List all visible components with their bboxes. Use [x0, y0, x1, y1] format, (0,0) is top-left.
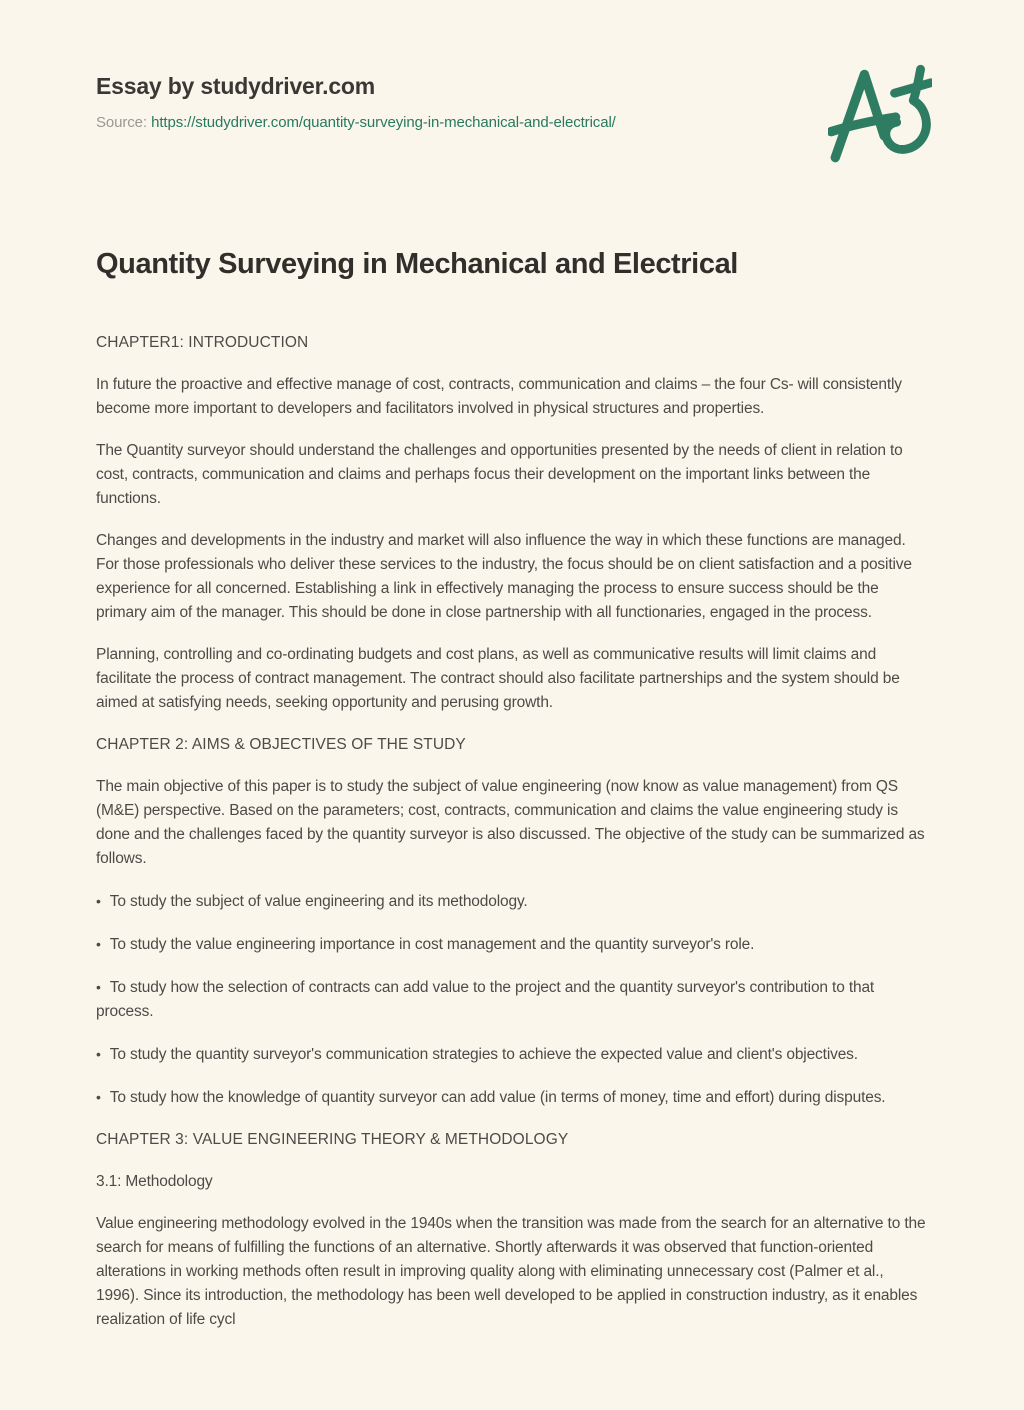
chapter-3-heading: CHAPTER 3: VALUE ENGINEERING THEORY & METHODOLOGY — [96, 1131, 569, 1148]
objective-bullet-5 — [96, 1085, 930, 1110]
source-label: Source: — [96, 114, 147, 131]
objective-bullet-1 — [96, 889, 930, 914]
bullet-icon: • — [96, 936, 101, 952]
objective-bullet-4 — [96, 1042, 930, 1067]
objective-bullet-2 — [96, 932, 930, 957]
essay-title: Quantity Surveying in Mechanical and Electrical — [96, 248, 738, 280]
chapter-1-paragraph-4: Planning, controlling and co-ordinating budgets and cost plans, as well as communicative results will limit claims and facilitate the process of contract management. The contract should also facilitate partnerships and the system should be aimed at satisfying needs, seeking opportunity and perusing growth. — [96, 646, 900, 711]
chapter-1-paragraph-2: The Quantity surveyor should understand the challenges and opportunities presented by the needs of client in relation to cost, contracts, communication and claims and perhaps focus their development on the important links between the functions. — [96, 442, 903, 507]
chapter-2-intro-paragraph: The main objective of this paper is to study the subject of value engineering (now know as value management) from QS (M&E) perspective. Based on the parameters; cost, contracts, communication and claims the value engineering study is done and the challenges faced by the quantity surveyor is also discussed. The objective of the study can be summarized as follows. — [96, 778, 925, 867]
chapter-1-paragraph-3: Changes and developments in the industry and market will also influence the way in which these functions are managed. For those professionals who deliver these services to the industry, the focus should be on client satisfaction and a positive experience for all concerned. Establishing a link in effectively managing the process to ensure success should be the primary aim of the manager. This should be done in close partnership with all functionaries, engaged in the process. — [96, 532, 912, 621]
chapter-1-paragraph-1: In future the proactive and effective manage of cost, contracts, communication and claims – the four Cs- will consistently become more important to developers and facilitators involved in physical structures and properties. — [96, 376, 902, 417]
chapter-1-heading: CHAPTER1: INTRODUCTION — [96, 334, 309, 351]
a-plus-logo-icon — [828, 62, 932, 168]
objective-text-5: To study how the knowledge of quantity surveyor can add value (in terms of money, time and effort) during disputes. — [109, 1089, 886, 1106]
essay-body — [96, 244, 930, 1332]
objective-text-4: To study the quantity surveyor's communication strategies to achieve the expected value and client's objectives. — [109, 1046, 858, 1063]
source-url-link[interactable]: https://studydriver.com/quantity-surveying-in-mechanical-and-electrical/ — [151, 114, 616, 131]
chapter-2-heading: CHAPTER 2: AIMS & OBJECTIVES OF THE STUDY — [96, 736, 466, 753]
bullet-icon: • — [96, 1046, 101, 1062]
objective-text-1: To study the subject of value engineering and its methodology. — [109, 893, 528, 910]
chapter-3-subheading: 3.1: Methodology — [96, 1173, 213, 1190]
bullet-icon: • — [96, 893, 101, 909]
bullet-icon: • — [96, 979, 101, 995]
bullet-icon: • — [96, 1089, 101, 1105]
objective-text-3: To study how the selection of contracts can add value to the project and the quantity surveyor's contribution to that process. — [96, 979, 875, 1020]
objective-text-2: To study the value engineering importance in cost management and the quantity surveyor's role. — [109, 936, 755, 953]
objective-bullet-3 — [96, 975, 930, 1024]
chapter-3-paragraph: Value engineering methodology evolved in the 1940s when the transition was made from the search for an alternative to the search for means of fulfilling the functions of an alternative. Shortly afterwards it was observed that function-oriented alterations in working methods often result in improving quality along with eliminating unnecessary cost (Palmer et al., 1996). Since its introduction, the methodology has been well developed to be applied in construction industry, as it enables realization of life cycl — [96, 1215, 926, 1328]
source-line — [96, 114, 930, 131]
site-title: Essay by studydriver.com — [96, 73, 376, 99]
page-header — [96, 73, 930, 131]
